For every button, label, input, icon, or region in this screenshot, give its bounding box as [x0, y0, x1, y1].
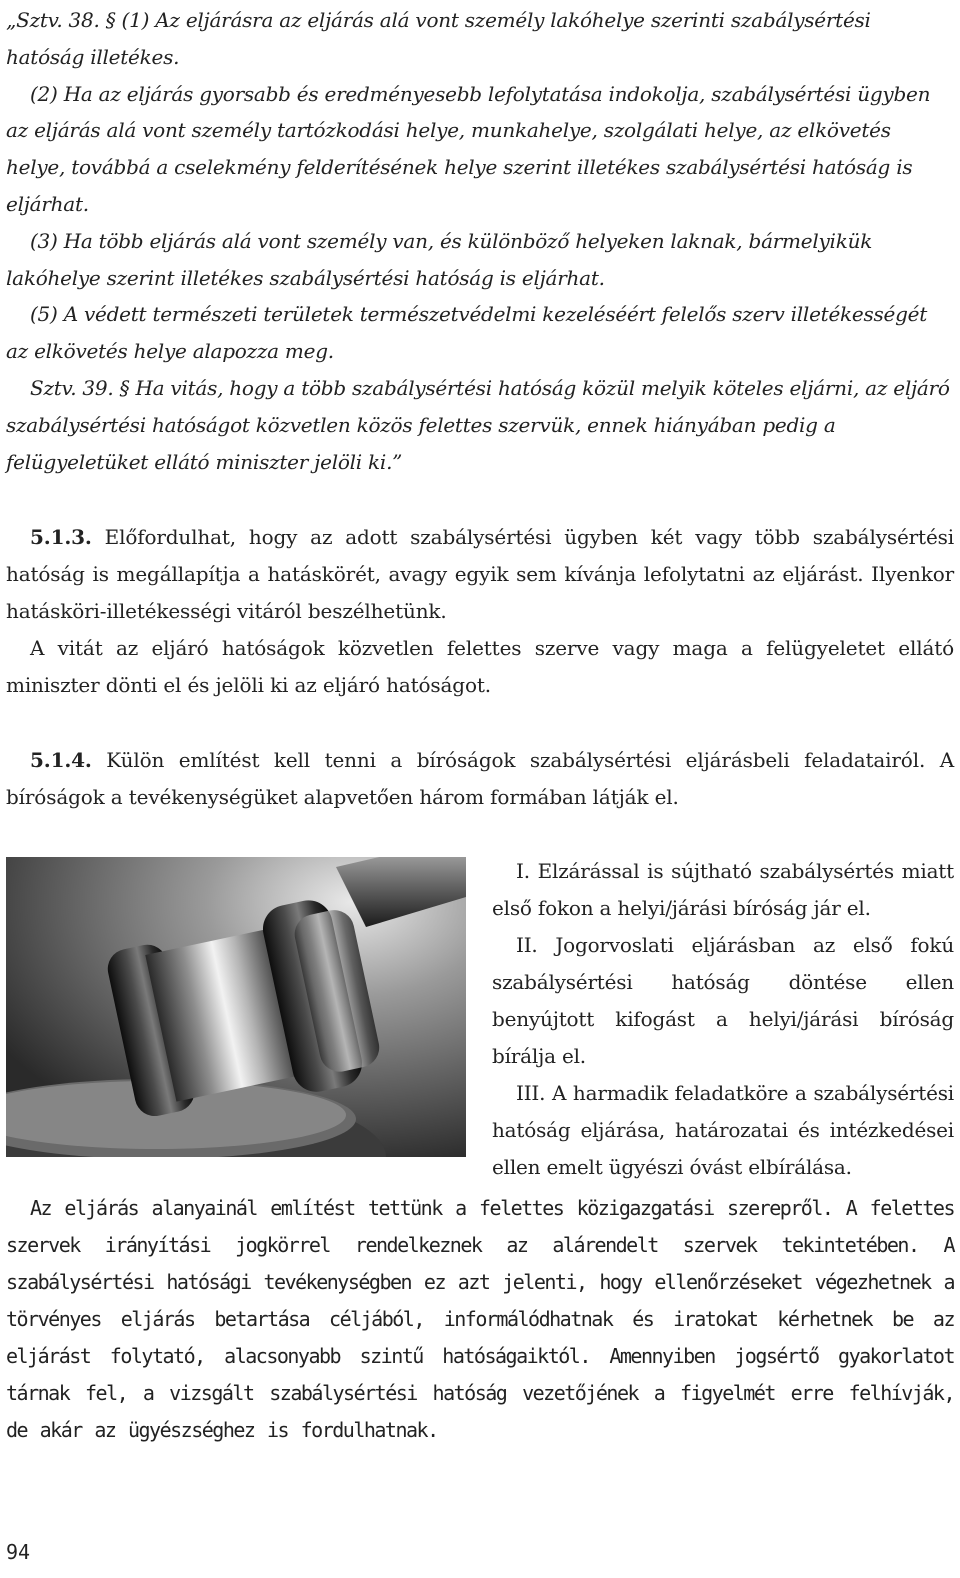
section-5-1-3-paragraph-2: A vitát az eljáró hatóságok közvetlen felettes szerve vagy maga a felügyeletet ellátó miniszter dönti el és jelöli ki az eljáró hatóságot. [6, 636, 954, 697]
closing-paragraph [6, 1190, 954, 1449]
section-number: 5.1.4. [30, 748, 92, 772]
quote-paragraph-3: (3) Ha több eljárás alá vont személy van, és különböző helyeken laknak, bármelyikük lakóhelye szerint illetékes szabálysértési hatóság is eljárhat. [6, 228, 873, 290]
gavel-photo [6, 857, 466, 1157]
quote-paragraph-2: (2) Ha az eljárás gyorsabb és eredményesebb lefolytatása indokolja, szabálysértési ügyben az eljárás alá vont személy tartózkodási helye, munkahelye, szolgálati helye, az elkövetés helye, továbbá a cselekmény felderítésének helye szerint illetékes szabálysértési hatóság is eljárhat. [6, 81, 931, 216]
court-role-2: II. Jogorvoslati eljárásban az első fokú szabálysértési hatóság döntése ellen benyújtott kifogást a helyi/járási bíróság bírálja el. [492, 933, 954, 1068]
quote-paragraph-4: (5) A védett természeti területek természetvédelmi kezeléséért felelős szerv illetékességét az elkövetés helye alapozza meg. [6, 302, 928, 364]
section-text: Külön említést kell tenni a bíróságok szabálysértési eljárásbeli feladatairól. A bíróságok a tevékenységüket alapvetően három formában látják el. [6, 748, 954, 809]
page-number: 94 [6, 1540, 31, 1564]
section-text: Előfordulhat, hogy az adott szabálysértési ügyben két vagy több szabálysértési hatóság is megállapítja a hatáskörét, avagy egyik sem kívánja lefolytatni az eljárást. Ilyenkor hatásköri-illetékességi vitáról beszélhetünk. [6, 525, 954, 623]
court-role-3: III. A harmadik feladatköre a szabálysértési hatóság eljárása, határozatai és intézkedései ellen emelt ügyészi óvást elbírálása. [492, 1081, 954, 1179]
quote-paragraph-1: „Sztv. 38. § (1) Az eljárásra az eljárás alá vont személy lakóhelye szerinti szabálysértési hatóság illetékes. [6, 8, 871, 69]
gavel-icon [6, 857, 466, 1157]
section-number: 5.1.3. [30, 525, 92, 549]
section-5-1-4-paragraph [6, 742, 954, 816]
section-5-1-4 [6, 742, 954, 816]
section-5-1-3 [6, 519, 954, 704]
quote-paragraph-5: Sztv. 39. § Ha vitás, hogy a több szabálysértési hatóság közül melyik köteles eljárni, az eljáró szabálysértési hatóságot közvetlen közös felettes szervük, ennek hiányában pedig a felügyeletüket ellátó miniszter jelöli ki.” [6, 375, 950, 474]
closing-text: Az eljárás alanyainál említést tettünk a felettes közigazgatási szerepről. A felettes szervek irányítási jogkörrel rendelkeznek az alárendelt szervek tekintetében. A szabálysértési hatósági tevékenységben ez azt jelenti, hogy ellenőrzéseket végezhetnek a törvényes eljárás betartása céljából, informálódhatnak és iratokat kérhetnek be az eljárást folytató, alacsonyabb szintű hatóságaiktól. Amennyiben jogsértő gyakorlatot tárnak fel, a vizsgált szabálysértési hatóság vezetőjének a figyelmét erre felhívják, de akár az ügyészséghez is fordulhatnak. [6, 1196, 954, 1442]
court-role-1: I. Elzárással is sújtható szabálysértés miatt első fokon a helyi/járási bíróság jár el. [492, 859, 954, 920]
court-roles-list [492, 853, 954, 1186]
section-5-1-3-paragraph [6, 519, 954, 630]
law-quote [6, 2, 954, 480]
